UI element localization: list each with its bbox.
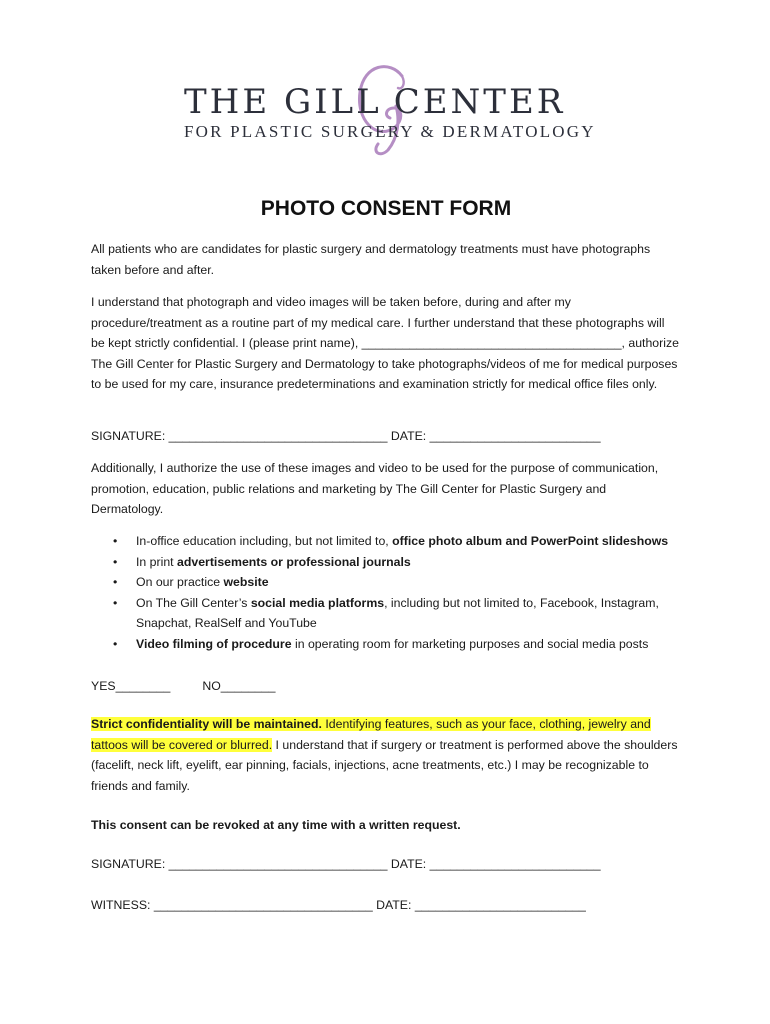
understand-paragraph: I understand that photograph and video images will be taken before, during and after my procedure/treatment as a routine part of my medical care. I further understand that these photographs will be kept strictly confidential. I (please print name), ______________________________________, authorize The Gill Center for Plastic Surgery and Dermatology to take photographs/videos of me for medical purposes to be used for my care, insurance predeterminations and examination strictly for medical office files only. [91,295,679,391]
usage-list [91,531,681,654]
list-item: • Video filming of procedure in operating room for marketing purposes and social media posts [91,634,681,655]
confidentiality-highlight: Identifying features, such as your face, clothing, jewelry and tattoos will be covered or blurred. [91,717,651,752]
witness-line[interactable]: WITNESS: ________________________________ DATE: _________________________ [91,898,586,912]
logo-tagline: FOR PLASTIC SURGERY & DERMATOLOGY [184,122,596,141]
additionally-paragraph: Additionally, I authorize the use of these images and video to be used for the purpose of communication, promotion, education, public relations and marketing by The Gill Center for Plastic Surgery and Dermatology. [91,461,659,516]
list-item: • On The Gill Center’s social media platforms, including but not limited to, Facebook, Instagram, Snapchat, RealSelf and YouTube [91,593,681,634]
logo-wordmark: THE GILL CENTER [184,82,566,122]
yes-field[interactable]: YES________ [91,679,171,693]
signature-line-1[interactable]: SIGNATURE: ________________________________ DATE: _________________________ [91,429,601,443]
list-item: • In print advertisements or professional journals [91,552,681,573]
gill-center-logo [0,60,770,160]
confidentiality-bold: Strict confidentiality will be maintained. [91,717,322,731]
form-title: PHOTO CONSENT FORM [260,197,512,220]
intro-paragraph: All patients who are candidates for plastic surgery and dermatology treatments must have photographs taken before and after. [91,242,651,277]
confidentiality-paragraph: Strict confidentiality will be maintained. Identifying features, such as your face, clothing, jewelry and tattoos will be covered or blurred. I understand that if surgery or treatment is performed above the shoulders (facelift, neck lift, eyelift, ear pinning, facials, injections, acne treatments, etc.) I may be recognizable to friends and family. [91,717,678,793]
revoke-statement: This consent can be revoked at any time with a written request. [91,818,461,832]
signature-line-2[interactable]: SIGNATURE: ________________________________ DATE: _________________________ [91,857,601,871]
list-item: • On our practice website [91,572,681,593]
list-item: • In-office education including, but not limited to, office photo album and PowerPoint slideshows [91,531,681,552]
yes-no-row [91,676,681,697]
no-field[interactable]: NO________ [202,679,276,693]
